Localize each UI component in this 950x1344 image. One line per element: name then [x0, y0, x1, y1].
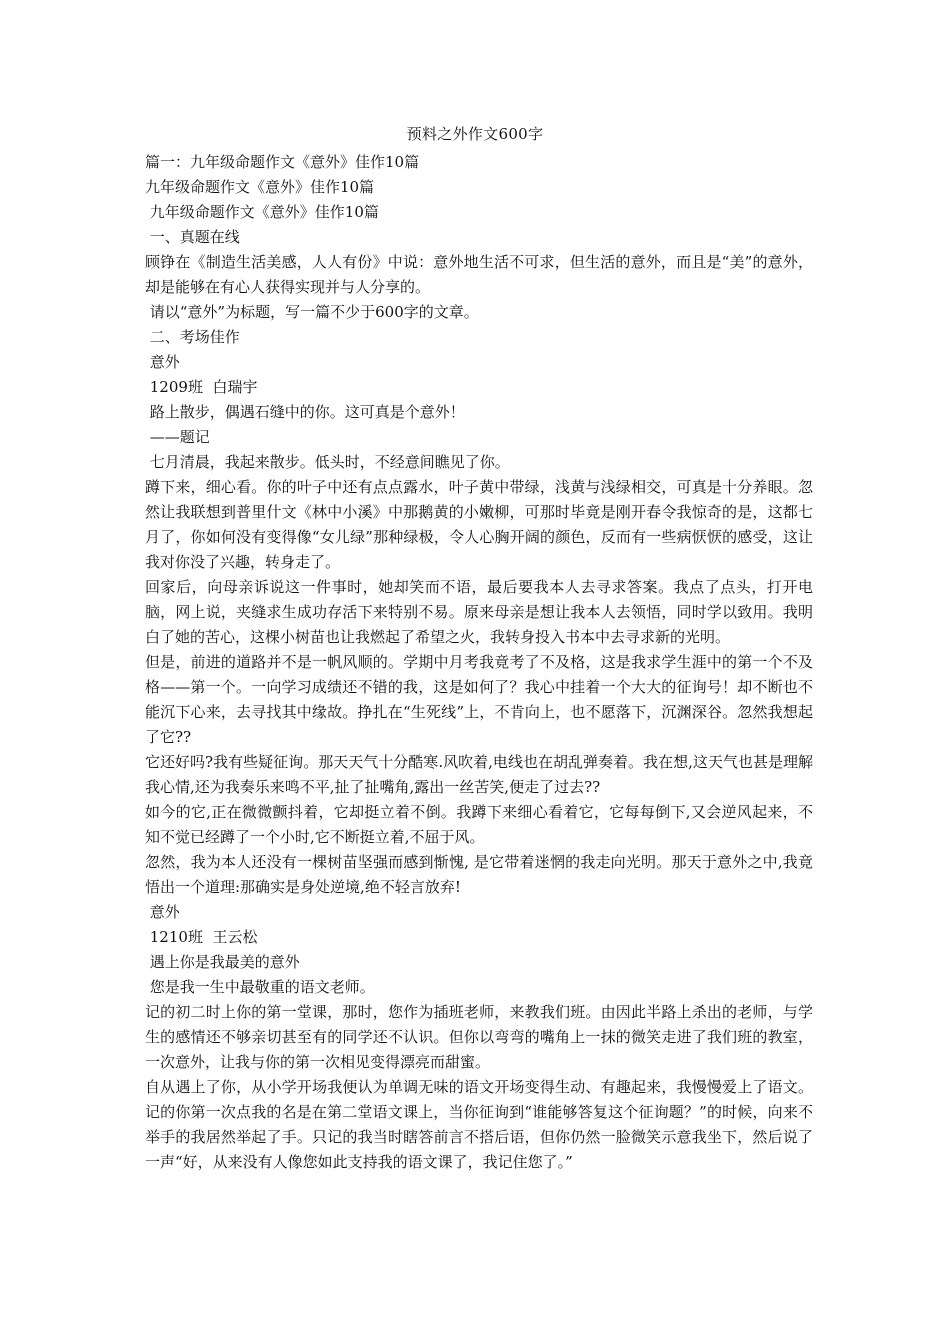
body-paragraph: 如今的它,正在微微颤抖着，它却挺立着不倒。我蹲下来细心看着它，它每每倒下,又会逆风起来，不知不觉已经蹲了一个小时,它不断挺立着,不屈于风。	[145, 803, 813, 846]
body-line: 篇一：九年级命题作文《意外》佳作10篇	[145, 153, 420, 171]
body-line: 1210班 王云松	[145, 928, 258, 946]
body-line: 您是我一生中最敬重的语文老师。	[145, 978, 375, 996]
body-line: 请以“意外”为标题，写一篇不少于600字的文章。	[145, 303, 479, 321]
body-line: 意外	[145, 903, 180, 921]
body-line: 一、真题在线	[145, 228, 240, 246]
body-paragraph: 它还好吗?我有些疑征询。那天天气十分酷寒.风吹着,电线也在胡乱弹奏着。我在想,这天气也甚是理解我心情,还为我奏乐来鸣不平,扯了扯嘴角,露出一丝苦笑,便走了过去??	[145, 753, 813, 796]
document-body	[145, 150, 813, 1175]
body-line: 遇上你是我最美的意外	[145, 953, 300, 971]
body-line: 七月清晨，我起来散步。低头时，不经意间瞧见了你。	[145, 453, 510, 471]
document-title: 预料之外作文600字	[406, 125, 544, 143]
body-line: ——题记	[145, 428, 210, 446]
body-paragraph: 自从遇上了你，从小学开场我便认为单调无味的语文开场变得生动、有趣起来，我慢慢爱上了语文。记的你第一次点我的名是在第二堂语文课上，当你征询到“谁能够答复这个征询题？”的时候，向来不举手的我居然举起了手。只记的我当时瞎答前言不搭后语，但你仍然一脸微笑示意我坐下，然后说了一声“好，从来没有人像您如此支持我的语文课了，我记住您了。”	[145, 1078, 813, 1171]
body-line: 意外	[145, 353, 180, 371]
body-line: 九年级命题作文《意外》佳作10篇	[145, 178, 375, 196]
body-line: 二、考场佳作	[145, 328, 240, 346]
body-paragraph: 但是，前进的道路并不是一帆风顺的。学期中月考我竟考了不及格，这是我求学生涯中的第一个不及格——第一个。一向学习成绩还不错的我，这是如何了？我心中挂着一个大大的征询号！却不断也不能沉下心来，去寻找其中缘故。挣扎在“生死线”上，不肯向上，也不愿落下，沉渊深谷。忽然我想起了它??	[145, 653, 813, 746]
body-line: 九年级命题作文《意外》佳作10篇	[145, 203, 379, 221]
body-paragraph: 记的初二时上你的第一堂课，那时，您作为插班老师，来教我们班。由因此半路上杀出的老师，与学生的感情还不够亲切甚至有的同学还不认识。但你以弯弯的嘴角上一抹的微笑走进了我们班的教室，一次意外，让我与你的第一次相见变得漂亮而甜蜜。	[145, 1003, 813, 1071]
body-line: 1209班 白瑞宇	[145, 378, 258, 396]
body-paragraph: 回家后，向母亲诉说这一件事时，她却笑而不语，最后要我本人去寻求答案。我点了点头，打开电脑，网上说，夹缝求生成功存活下来特别不易。原来母亲是想让我本人去领悟，同时学以致用。我明白了她的苦心，这棵小树苗也让我燃起了希望之火，我转身投入书本中去寻求新的光明。	[145, 578, 813, 646]
body-paragraph: 蹲下来，细心看。你的叶子中还有点点露水，叶子黄中带绿，浅黄与浅绿相交，可真是十分养眼。忽然让我联想到普里什文《林中小溪》中那鹅黄的小嫩柳，可那时毕竟是刚开春令我惊奇的是，这都七月了，你如何没有变得像“女儿绿”那种绿极，令人心胸开阔的颜色，反而有一些病恹恹的感受，这让我对你没了兴趣，转身走了。	[145, 478, 813, 571]
body-paragraph: 忽然，我为本人还没有一棵树苗坚强而感到惭愧, 是它带着迷惘的我走向光明。那天于意外之中,我竟悟出一个道理:那确实是身处逆境,绝不轻言放弃!	[145, 853, 813, 896]
body-line: 路上散步，偶遇石缝中的你。这可真是个意外！	[145, 403, 465, 421]
body-paragraph: 顾铮在《制造生活美感，人人有份》中说：意外地生活不可求，但生活的意外，而且是“美”的意外，却是能够在有心人获得实现并与人分享的。	[145, 253, 813, 296]
